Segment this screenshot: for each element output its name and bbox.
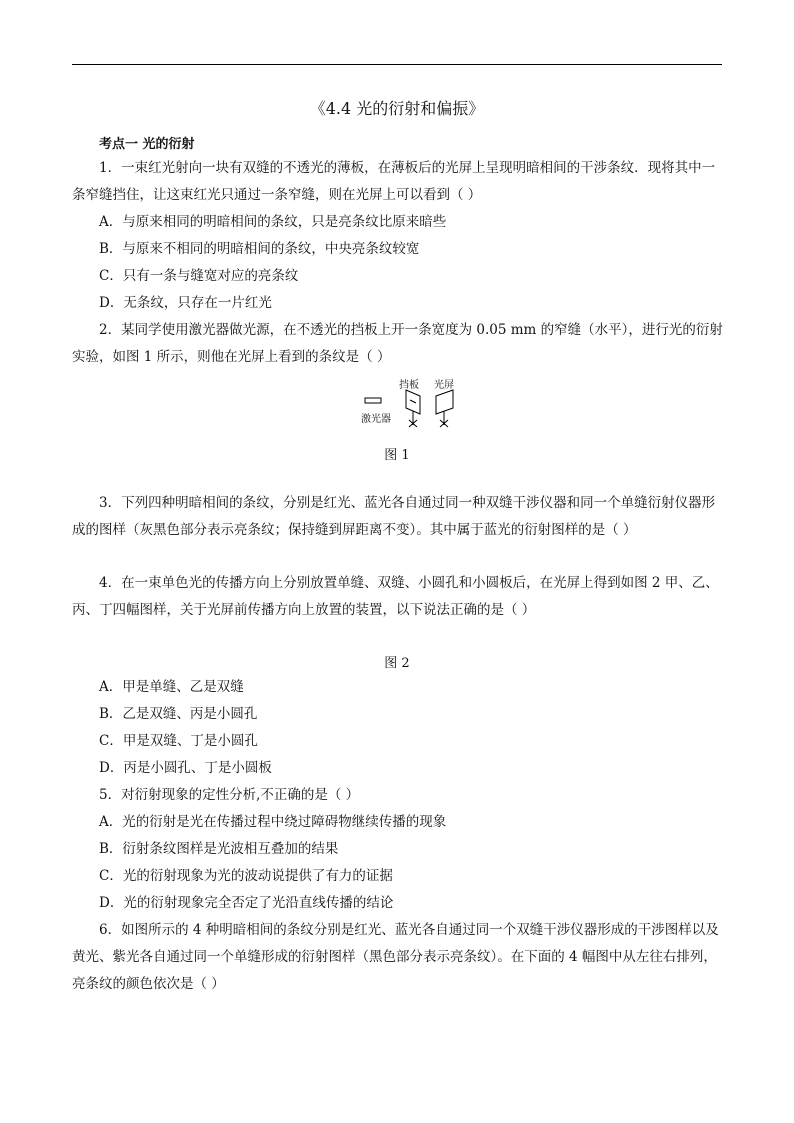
- question-5-option-b: B．衍射条纹图样是光波相互叠加的结果: [99, 841, 339, 857]
- document-title: 《4.4 光的衍射和偏振》: [309, 99, 485, 118]
- figure-2-caption: 图 2: [384, 656, 410, 671]
- question-2-stem: 2．某同学使用激光器做光源，在不透光的挡板上开一条宽度为 0.05 mm 的窄缝（水平），进行光的衍射实验，如图 1 所示，则他在光屏上看到的条纹是（ ）: [72, 322, 723, 365]
- laser-icon: [365, 398, 381, 403]
- screen-icon: [436, 390, 453, 414]
- section-heading: 考点一 光的衍射: [99, 137, 195, 152]
- question-4-option-b: B．乙是双缝、丙是小圆孔: [99, 706, 258, 722]
- label-laser: 激光器: [361, 414, 391, 425]
- question-1-stem: 1．一束红光射向一块有双缝的不透光的薄板，在薄板后的光屏上呈现明暗相间的干涉条纹．现将其中一条窄缝挡住，让这束红光只通过一条窄缝，则在光屏上可以看到（ ）: [72, 160, 716, 203]
- label-screen: 光屏: [434, 380, 454, 391]
- question-1-option-c: C．只有一条与缝宽对应的亮条纹: [99, 268, 299, 284]
- question-1-option-d: D．无条纹，只存在一片红光: [99, 295, 272, 311]
- header-rule: [72, 64, 722, 65]
- question-5-stem: 5．对衍射现象的定性分析,不正确的是（ ）: [99, 787, 360, 803]
- question-4-option-d: D．丙是小圆孔、丁是小圆板: [99, 760, 272, 776]
- question-4-option-a: A．甲是单缝、乙是双缝: [99, 679, 244, 695]
- slit-icon: [410, 400, 416, 403]
- question-4-option-c: C．甲是双缝、丁是小圆孔: [99, 733, 258, 749]
- question-3-stem: 3．下列四种明暗相间的条纹，分别是红光、蓝光各自通过同一种双缝干涉仪器和同一个单缝衍射仪器形成的图样（灰黑色部分表示亮条纹；保持缝到屏距离不变）。其中属于蓝光的衍射图样的是（ ）: [72, 495, 716, 538]
- label-baffle: 挡板: [399, 380, 419, 391]
- question-1-option-b: B．与原来不相同的明暗相间的条纹，中央亮条纹较宽: [99, 241, 420, 257]
- question-4-stem: 4．在一束单色光的传播方向上分别放置单缝、双缝、小圆孔和小圆板后，在光屏上得到如图 2 甲、乙、丙、丁四幅图样，关于光屏前传播方向上放置的装置，以下说法正确的是（ ）: [72, 575, 719, 618]
- question-5-option-a: A．光的衍射是光在传播过程中绕过障碍物继续传播的现象: [99, 814, 447, 830]
- question-6-stem: 6．如图所示的 4 种明暗相间的条纹分别是红光、蓝光各自通过同一个双缝干涉仪器形成的干涉图样以及黄光、紫光各自通过同一个单缝形成的衍射图样（黑色部分表示亮条纹）。在下面的 4 幅图中从左往右排列，亮条纹的颜色依次是（ ）: [72, 922, 719, 992]
- question-5-option-c: C．光的衍射现象为光的波动说提供了有力的证据: [99, 868, 393, 884]
- figure-1-caption: 图 1: [384, 448, 410, 463]
- figure-1-diagram: [356, 370, 466, 440]
- question-1-option-a: A．与原来相同的明暗相间的条纹，只是亮条纹比原来暗些: [99, 214, 447, 230]
- question-5-option-d: D．光的衍射现象完全否定了光沿直线传播的结论: [99, 895, 394, 911]
